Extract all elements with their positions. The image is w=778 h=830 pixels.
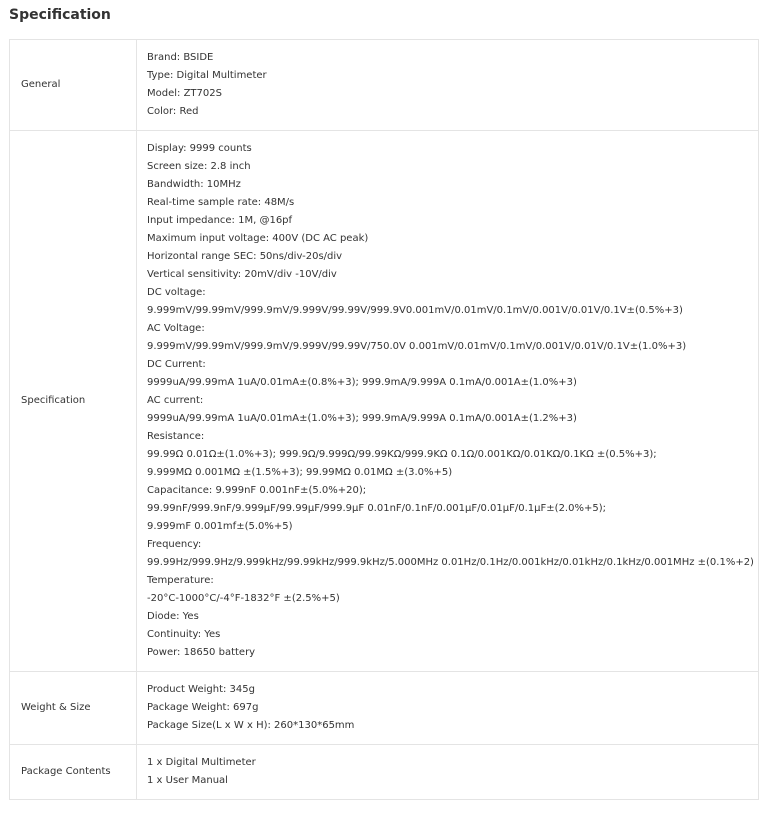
spec-row-general bbox=[10, 40, 759, 131]
spec-line: Maximum input voltage: 400V (DC AC peak) bbox=[147, 233, 369, 244]
spec-line: 99.99Hz/999.9Hz/9.999kHz/99.99kHz/999.9kHz/5.000MHz 0.01Hz/0.1Hz/0.001kHz/0.01kHz/0.1kHz/0.001MHz ±(0.1%+2) bbox=[147, 557, 754, 568]
page-title: Specification bbox=[9, 7, 111, 23]
spec-row-label: Package Contents bbox=[10, 745, 137, 800]
spec-line: 9.999mV/99.99mV/999.9mV/9.999V/99.99V/999.9V0.001mV/0.01mV/0.1mV/0.001V/0.01V/0.1V±(0.5%+3) bbox=[147, 305, 683, 316]
spec-line: AC Voltage: bbox=[147, 323, 205, 334]
spec-row-label: General bbox=[10, 40, 137, 131]
spec-line: Screen size: 2.8 inch bbox=[147, 161, 251, 172]
spec-line: 9.999mF 0.001mf±(5.0%+5) bbox=[147, 521, 293, 532]
spec-line: Display: 9999 counts bbox=[147, 143, 252, 154]
spec-line: Frequency: bbox=[147, 539, 202, 550]
spec-line: DC voltage: bbox=[147, 287, 206, 298]
spec-line: Resistance: bbox=[147, 431, 205, 442]
spec-line: Model: ZT702S bbox=[147, 88, 222, 99]
spec-line: 9999uA/99.99mA 1uA/0.01mA±(0.8%+3); 999.9mA/9.999A 0.1mA/0.001A±(1.0%+3) bbox=[147, 377, 577, 388]
spec-line: 1 x Digital Multimeter bbox=[147, 757, 256, 768]
spec-line: Capacitance: 9.999nF 0.001nF±(5.0%+20); bbox=[147, 485, 367, 496]
spec-row-weight-size bbox=[10, 672, 759, 745]
spec-line: Vertical sensitivity: 20mV/div -10V/div bbox=[147, 269, 337, 280]
spec-line: Product Weight: 345g bbox=[147, 684, 255, 695]
spec-line: Power: 18650 battery bbox=[147, 647, 256, 658]
spec-row-value bbox=[137, 672, 759, 745]
spec-line: Diode: Yes bbox=[147, 611, 199, 622]
spec-table bbox=[9, 39, 759, 800]
spec-line: 9.999mV/99.99mV/999.9mV/9.999V/99.99V/750.0V 0.001mV/0.01mV/0.1mV/0.001V/0.01V/0.1V±(1.0%+3) bbox=[147, 341, 687, 352]
spec-line: DC Current: bbox=[147, 359, 206, 370]
spec-row-value bbox=[137, 745, 759, 800]
spec-row-label: Weight & Size bbox=[10, 672, 137, 745]
spec-line: Package Size(L x W x H): 260*130*65mm bbox=[147, 720, 355, 731]
spec-line: Real-time sample rate: 48M/s bbox=[147, 197, 295, 208]
spec-line: Temperature: bbox=[147, 575, 214, 586]
spec-line: 99.99nF/999.9nF/9.999μF/99.99μF/999.9μF 0.01nF/0.1nF/0.001μF/0.01μF/0.1μF±(2.0%+5); bbox=[147, 503, 606, 514]
spec-row-specification bbox=[10, 131, 759, 672]
spec-line: 9.999MΩ 0.001MΩ ±(1.5%+3); 99.99MΩ 0.01MΩ ±(3.0%+5) bbox=[147, 467, 453, 478]
spec-line: Package Weight: 697g bbox=[147, 702, 259, 713]
spec-line: Input impedance: 1M, @16pf bbox=[147, 215, 293, 226]
spec-line: AC current: bbox=[147, 395, 204, 406]
spec-row-value bbox=[137, 40, 759, 131]
spec-table-body bbox=[10, 40, 759, 800]
spec-line: Brand: BSIDE bbox=[147, 52, 214, 63]
spec-line: Type: Digital Multimeter bbox=[147, 70, 267, 81]
spec-row-value bbox=[137, 131, 759, 672]
spec-row-label: Specification bbox=[10, 131, 137, 672]
spec-line: 1 x User Manual bbox=[147, 775, 228, 786]
spec-line: 99.99Ω 0.01Ω±(1.0%+3); 999.9Ω/9.999Ω/99.99KΩ/999.9KΩ 0.1Ω/0.001KΩ/0.01KΩ/0.1KΩ ±(0.5%+3); bbox=[147, 449, 657, 460]
spec-row-package-contents bbox=[10, 745, 759, 800]
spec-line: Continuity: Yes bbox=[147, 629, 221, 640]
spec-line: 9999uA/99.99mA 1uA/0.01mA±(1.0%+3); 999.9mA/9.999A 0.1mA/0.001A±(1.2%+3) bbox=[147, 413, 577, 424]
spec-line: Bandwidth: 10MHz bbox=[147, 179, 241, 190]
spec-line: -20°C-1000°C/-4°F-1832°F ±(2.5%+5) bbox=[147, 593, 340, 604]
spec-line: Horizontal range SEC: 50ns/div-20s/div bbox=[147, 251, 343, 262]
spec-line: Color: Red bbox=[147, 106, 199, 117]
